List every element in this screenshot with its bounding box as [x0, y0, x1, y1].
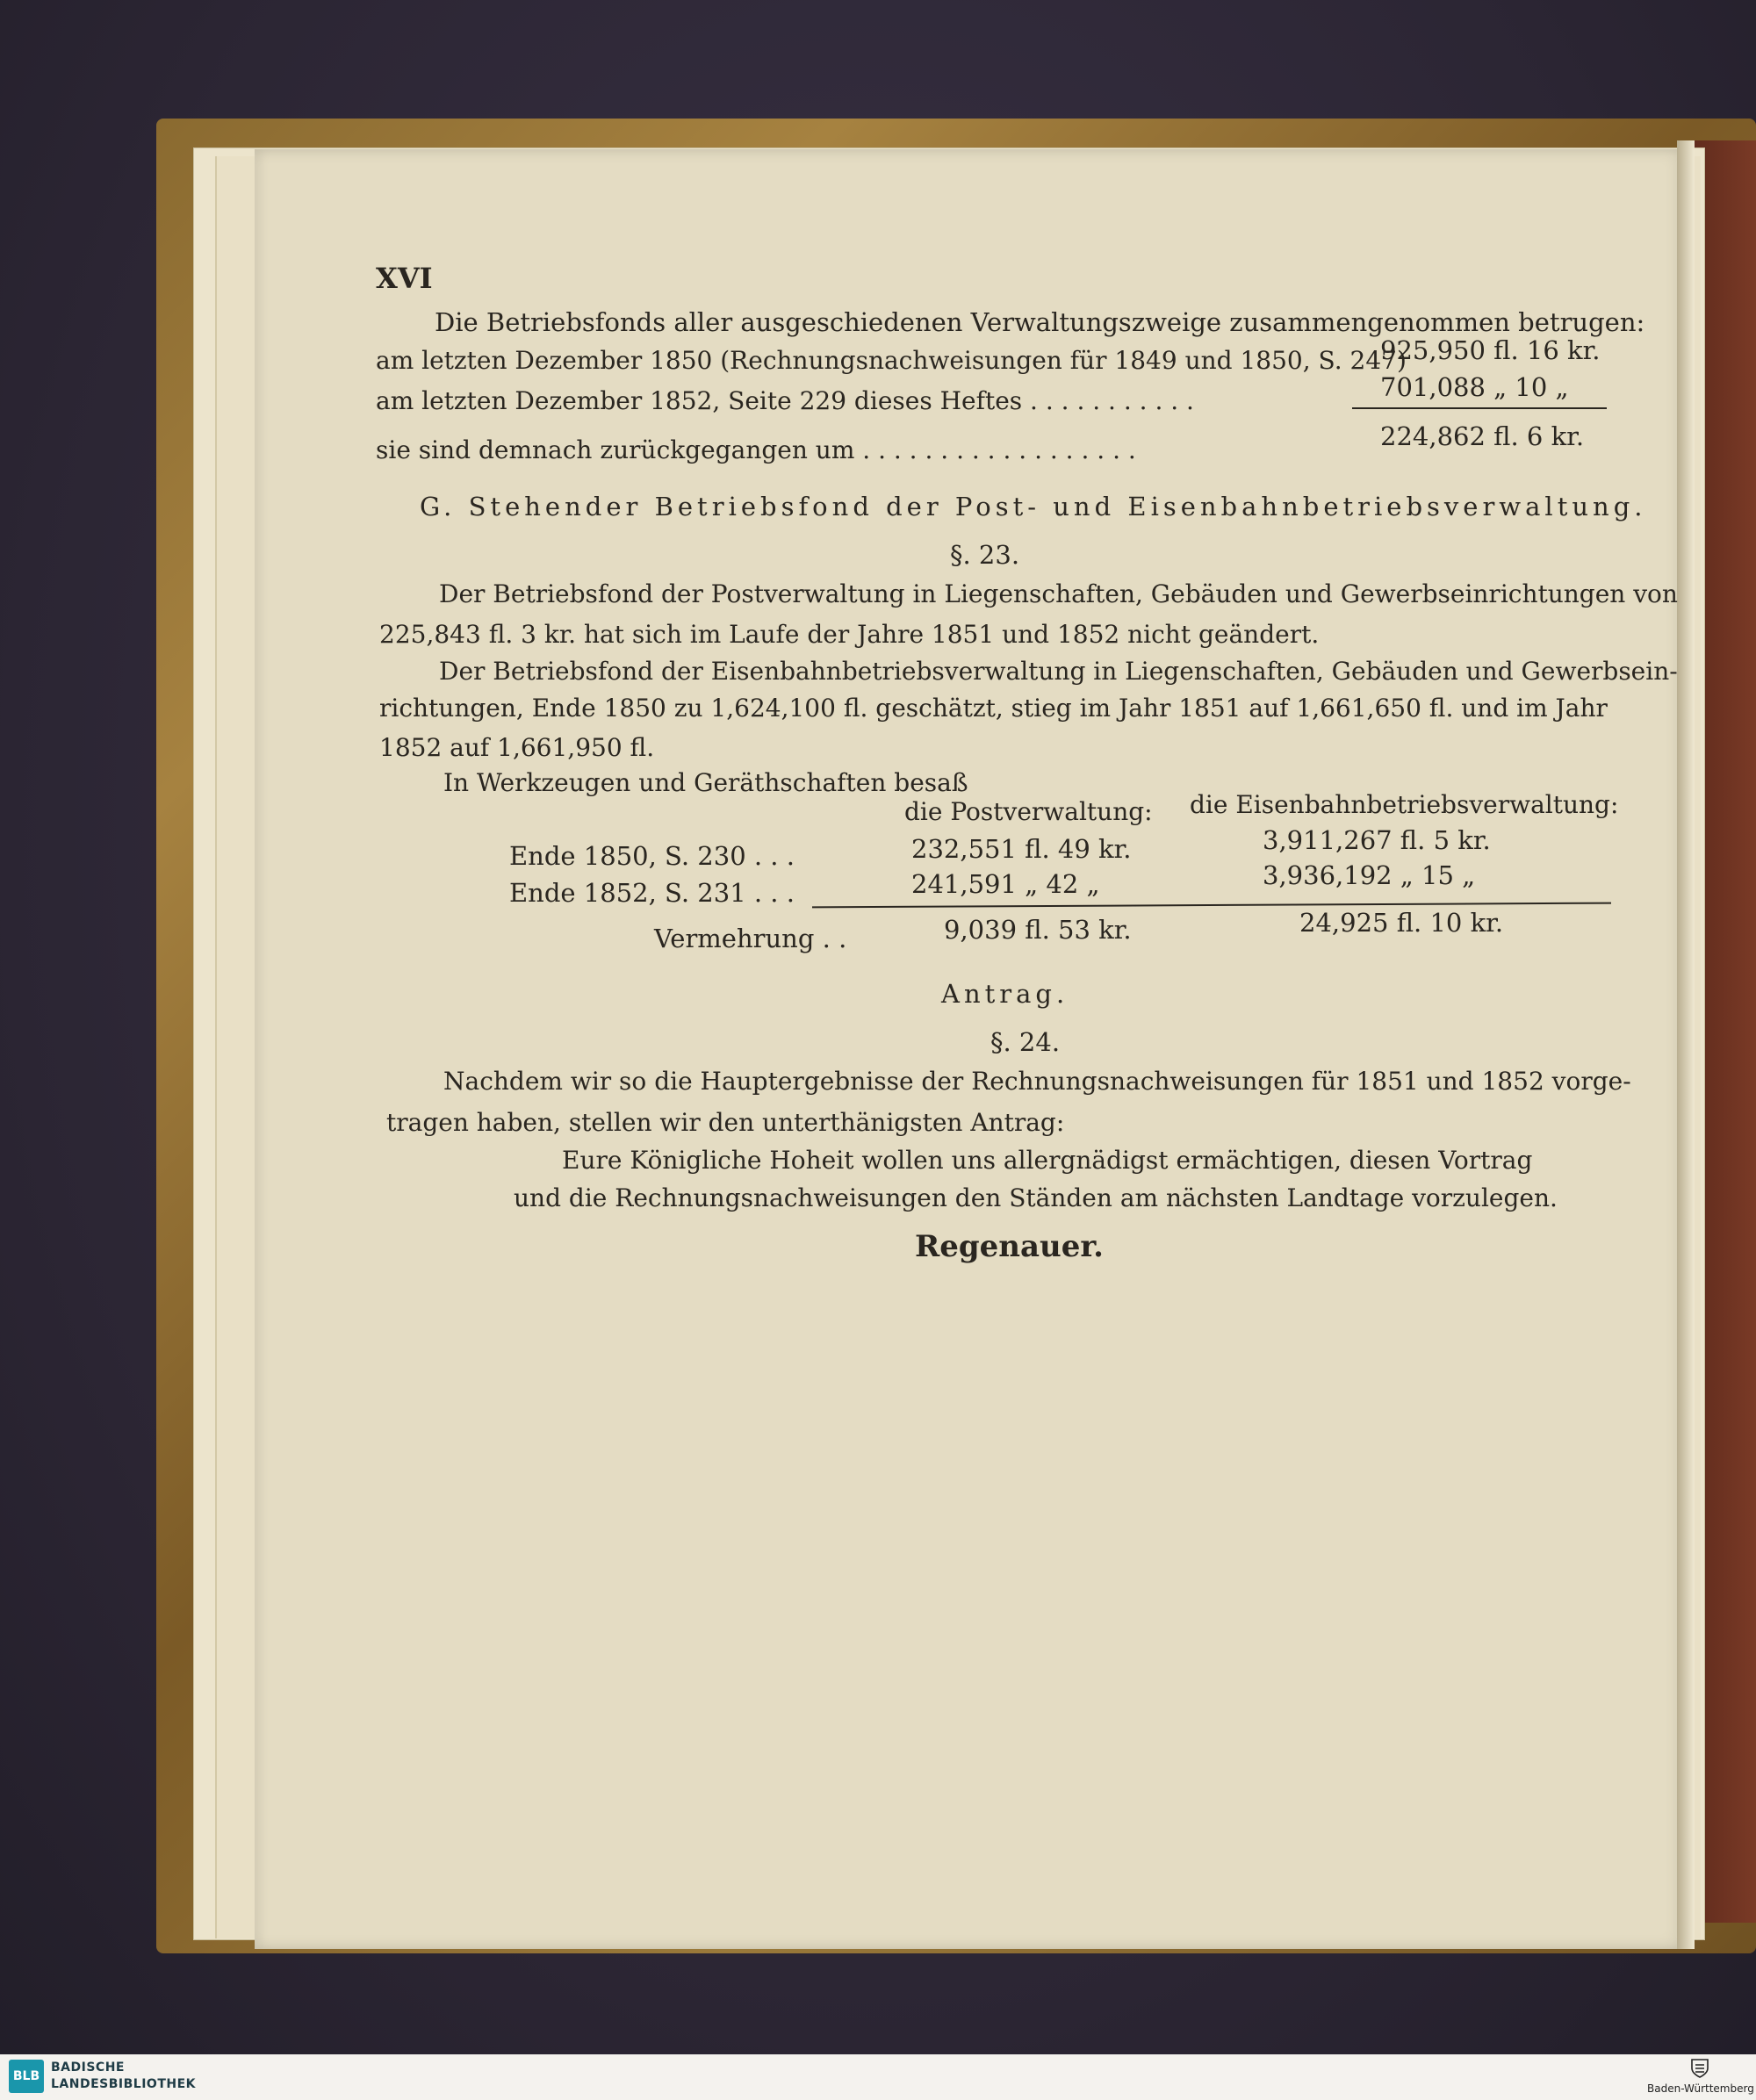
summary-sum-rule [1352, 407, 1607, 409]
p1-line1: Der Betriebsfond der Postverwaltung in Liegenschaften, Gebäuden und Gewerbseinrichtungen von [439, 579, 1678, 608]
coat-of-arms-icon [1690, 2058, 1709, 2079]
book-page [255, 149, 1690, 1949]
p2-line3: 1852 auf 1,661,950 fl. [379, 733, 655, 762]
table-row-post: 232,551 fl. 49 kr. [911, 834, 1132, 864]
p4-line1: Eure Königliche Hoheit wollen uns allergnädigst ermächtigen, diesen Vortrag [562, 1146, 1533, 1175]
p3-line2: tragen haben, stellen wir den unterthänigsten Antrag: [386, 1108, 1065, 1137]
table-row-label: Ende 1850, S. 230 . . . [509, 841, 795, 871]
summary-row1-value: 925,950 fl. 16 kr. [1380, 335, 1601, 365]
table-row-post: 241,591 „ 42 „ [911, 869, 1100, 899]
table-total-post: 9,039 fl. 53 kr. [944, 915, 1132, 945]
p1-line2: 225,843 fl. 3 kr. hat sich im Laufe der Jahre 1851 und 1852 nicht geändert. [379, 620, 1320, 649]
footer-bar [0, 2054, 1756, 2100]
library-name-line1: BADISCHE [51, 2060, 125, 2075]
p2-line1: Der Betriebsfond der Eisenbahnbetriebsverwaltung in Liegenschaften, Gebäuden und Gewerbsein- [439, 657, 1678, 686]
summary-intro: Die Betriebsfonds aller ausgeschiedenen Verwaltungszweige zusammengenommen betrugen: [435, 307, 1645, 337]
library-name-line2: LANDESBIBLIOTHEK [51, 2077, 197, 2091]
page-number: XVI [376, 262, 433, 295]
antrag-heading: Antrag. [941, 979, 1069, 1009]
signature: Regenauer. [915, 1229, 1105, 1264]
tools-intro: In Werkzeugen und Geräthschaften besaß [443, 768, 968, 797]
table-total-eisen: 24,925 fl. 10 kr. [1299, 908, 1504, 938]
table-row-eisen: 3,911,267 fl. 5 kr. [1263, 825, 1491, 855]
summary-row2-label: am letzten Dezember 1852, Seite 229 dieses Heftes . . . . . . . . . . . [376, 386, 1194, 415]
p3-line1: Nachdem wir so die Hauptergebnisse der Rechnungsnachweisungen für 1851 und 1852 vorge- [443, 1067, 1631, 1096]
summary-row1-label: am letzten Dezember 1850 (Rechnungsnachweisungen für 1849 und 1850, S. 247) [376, 346, 1407, 375]
table-row-eisen: 3,936,192 „ 15 „ [1263, 860, 1476, 890]
p4-line2: und die Rechnungsnachweisungen den Ständen am nächsten Landtage vorzulegen. [514, 1183, 1558, 1212]
section-g-heading: G. Stehender Betriebsfond der Post- und Eisenbahnbetriebsverwaltung. [420, 492, 1647, 521]
page-gutter [1677, 140, 1695, 1949]
table-row-label: Ende 1852, S. 231 . . . [509, 878, 795, 908]
paragraph-24-number: §. 24. [990, 1027, 1061, 1057]
summary-row2-value: 701,088 „ 10 „ [1380, 372, 1569, 402]
paragraph-23-number: §. 23. [950, 540, 1020, 570]
table-total-label: Vermehrung . . [654, 924, 847, 953]
state-label: Baden-Württemberg [1647, 2082, 1754, 2095]
col-eisen-header: die Eisenbahnbetriebsverwaltung: [1190, 790, 1619, 819]
blb-logo[interactable]: BLB [9, 2060, 44, 2093]
summary-row3-value: 224,862 fl. 6 kr. [1380, 421, 1585, 451]
col-post-header: die Postverwaltung: [904, 797, 1153, 826]
p2-line2: richtungen, Ende 1850 zu 1,624,100 fl. geschätzt, stieg im Jahr 1851 auf 1,661,650 fl. und im Jahr [379, 694, 1608, 723]
summary-row3-label: sie sind demnach zurückgegangen um . . . . . . . . . . . . . . . . . . [376, 435, 1136, 464]
